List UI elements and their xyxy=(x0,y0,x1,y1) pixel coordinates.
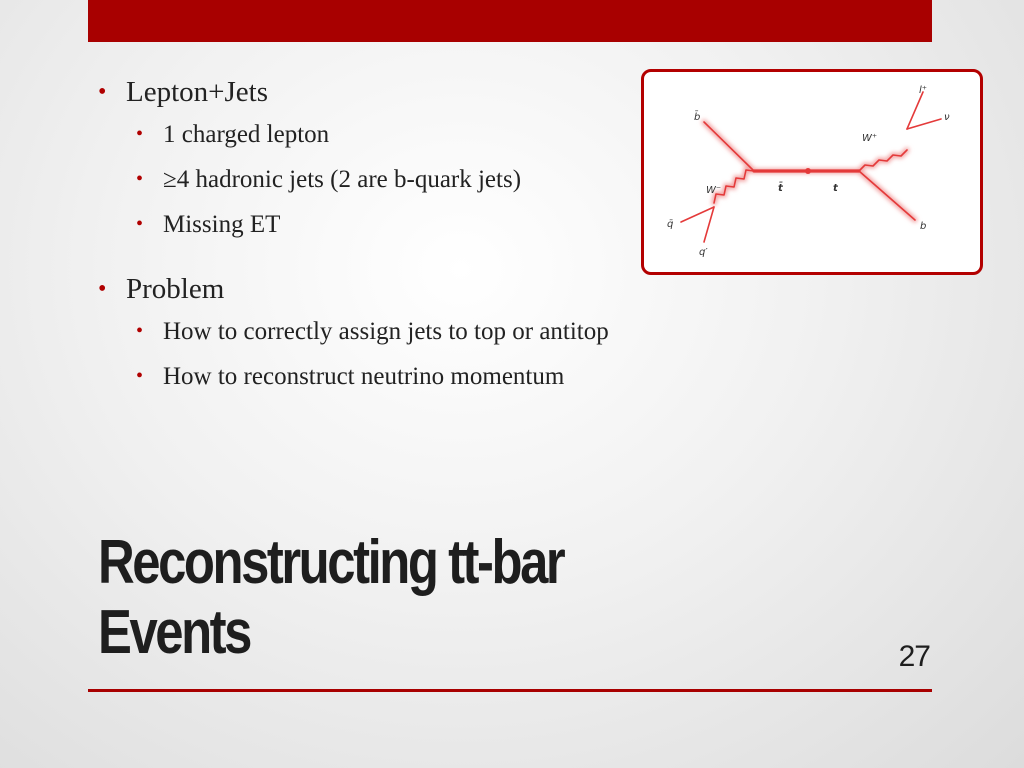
sub-bullet-item xyxy=(98,112,658,157)
w-plus-boson xyxy=(859,150,907,171)
w-minus-label: W⁻ xyxy=(706,185,722,196)
w-plus-label: W⁺ xyxy=(862,133,878,144)
footer-rule xyxy=(88,689,932,692)
bullet-icon: • xyxy=(98,276,107,302)
bbar-label: b̄ xyxy=(694,112,701,123)
bottom-quark-line xyxy=(859,171,915,220)
bullet-icon: • xyxy=(98,79,107,105)
bullet-icon: • xyxy=(136,213,144,235)
b-label: b xyxy=(920,221,927,232)
neutrino-line xyxy=(907,119,941,129)
bullet-list xyxy=(98,72,658,399)
sub-bullet-text: ≥4 hadronic jets (2 are b-quark jets) xyxy=(163,166,522,193)
sub-bullet-text: How to correctly assign jets to top or antitop xyxy=(163,318,609,345)
qprime-label: q′ xyxy=(699,247,708,258)
lepton-label: l⁺ xyxy=(919,85,928,96)
bullet-text: Lepton+Jets xyxy=(126,76,268,108)
list-spacer xyxy=(98,247,658,269)
neutrino-label: ν xyxy=(944,112,950,123)
sub-bullet-text: Missing ET xyxy=(163,211,281,238)
feynman-diagram-frame xyxy=(641,69,983,275)
slide-title-line-1: Reconstructing tt-bar xyxy=(98,528,564,597)
bullet-text: Problem xyxy=(126,273,225,305)
antibottom-line xyxy=(704,122,754,171)
sub-bullet-item xyxy=(98,202,658,247)
sub-bullet-item xyxy=(98,309,658,354)
qbar-label: q̄ xyxy=(667,219,674,230)
bullet-icon: • xyxy=(136,365,144,387)
bullet-item xyxy=(98,72,658,112)
page-number: 27 xyxy=(898,640,930,673)
sub-bullet-item xyxy=(98,354,658,399)
tbar-label: t̄ xyxy=(778,183,783,194)
diagram-lines xyxy=(681,92,941,242)
antiquark-line xyxy=(681,207,714,222)
sub-bullet-item xyxy=(98,157,658,202)
lepton-line xyxy=(907,92,923,129)
bullet-icon: • xyxy=(136,168,144,190)
t-label: t xyxy=(833,183,838,194)
sub-bullet-text: 1 charged lepton xyxy=(163,121,330,148)
bullet-item xyxy=(98,269,658,309)
quark-prime-line xyxy=(704,207,714,242)
bullet-icon: • xyxy=(136,320,144,342)
vertex-dot xyxy=(805,168,811,174)
slide-title-line-2: Events xyxy=(98,598,250,667)
slide-title xyxy=(98,528,563,668)
bullet-icon: • xyxy=(136,123,144,145)
header-accent-bar xyxy=(88,0,932,42)
sub-bullet-text: How to reconstruct neutrino momentum xyxy=(163,363,565,390)
feynman-diagram xyxy=(644,72,980,272)
